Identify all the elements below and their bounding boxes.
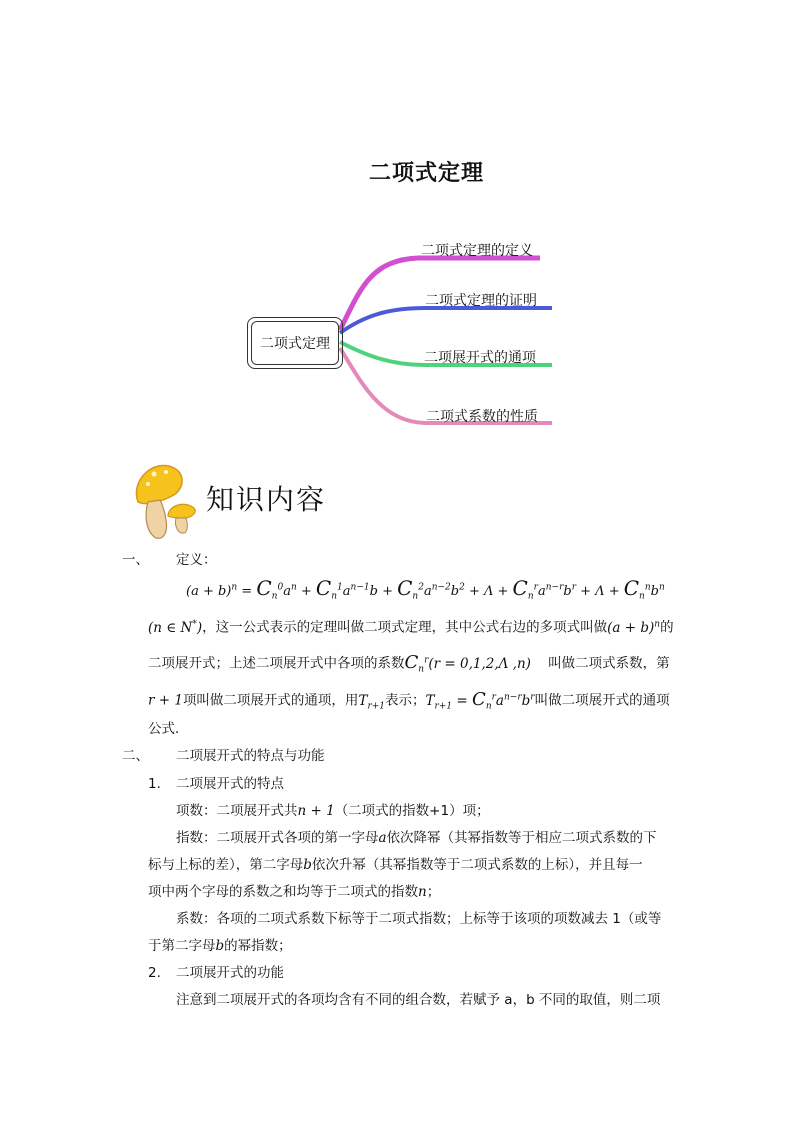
item-coefficient-line-2: 于第二字母b的幂指数；: [148, 938, 292, 954]
branch-properties: 二项式系数的性质: [426, 409, 538, 425]
item-exponent-line-3: 项中两个字母的系数之和均等于二项式的指数n；: [148, 884, 441, 900]
def-line-3: r + 1项叫做二项展开式的通项，用$T_{r+1}$表示；$T_{r+1} = C_n^ra^{n-r}b^r$叫做二项展开式的通项: [148, 688, 670, 712]
branch-definition: 二项式定理的定义: [421, 243, 533, 259]
item-exponent-line-1: 指数：二项展开式各项的第一字母a依次降幂（其幂指数等于相应二项式系数的下: [176, 830, 657, 846]
def-line-2: 二项展开式；上述二项展开式中各项的系数$C_n^r(r = 0,1,2,\Lambda$ ,n) 叫做二项式系数，第: [148, 651, 670, 675]
subsection-1-number: 1.: [148, 776, 161, 792]
section-2-title: 二项展开式的特点与功能: [176, 748, 325, 764]
mushroom-icon: [124, 460, 200, 542]
def-line-1: (n ∈ N*)，这一公式表示的定理叫做二项式定理，其中公式右边的多项式叫做$(a + b)^n$的: [148, 619, 674, 636]
item-exponent-line-2: 标与上标的差），第二字母b依次升幂（其幂指数等于二项式系数的上标），并且每一: [148, 857, 643, 873]
subsection-1-title: 二项展开式的特点: [176, 776, 284, 792]
function-line-1: 注意到二项展开式的各项均含有不同的组合数，若赋予 a，b 不同的取值，则二项: [176, 992, 661, 1008]
page-title: 二项式定理: [368, 161, 484, 186]
subsection-2-title: 二项展开式的功能: [176, 965, 284, 981]
branch-line-proof: [340, 308, 552, 333]
section-2-number: 二、: [122, 748, 149, 764]
section-heading: 知识内容: [206, 483, 327, 516]
mindmap-center-node: [247, 317, 343, 369]
section-1-title: 定义：: [176, 552, 217, 568]
branch-proof: 二项式定理的证明: [425, 293, 537, 309]
item-coefficient-line-1: 系数：各项的二项式系数下标等于二项式指数；上标等于该项的项数减去 1（或等: [176, 911, 662, 927]
section-1-number: 一、: [122, 552, 149, 568]
subsection-2-number: 2.: [148, 965, 161, 981]
mindmap-center-label: 二项式定理: [251, 321, 339, 365]
def-line-4: 公式．: [148, 721, 189, 737]
binomial-formula: $(a + b)^n = C_n^0a^n + C_n^1a^{n-1}b + C_n^2a^{n-2}b^2 + \Lambda + C_n^ra^{n-r}b^r + \Lambda + C_n^nb^n$: [186, 576, 665, 602]
branch-general-term: 二项展开式的通项: [424, 350, 536, 366]
item-term-count: 项数：二项展开式共n + 1（二项式的指数+1）项；: [176, 803, 490, 819]
